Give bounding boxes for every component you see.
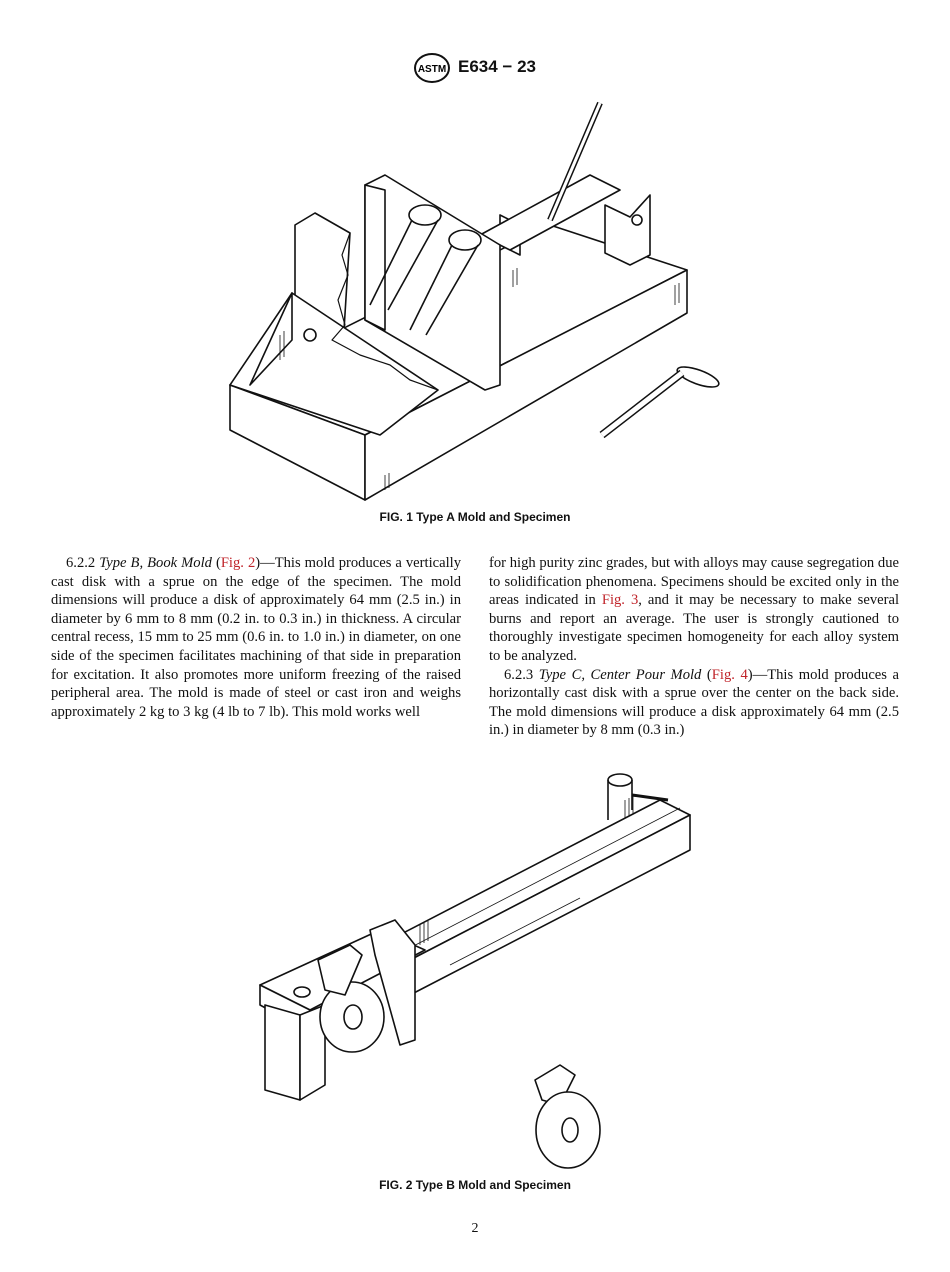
page-number: 2 bbox=[471, 1221, 479, 1236]
paragraph-6-2-2: 6.2.2 Type B, Book Mold (Fig. 2)—This mold produces a vertically cast disk with a sprue on the edge of the specimen. The mold dimensions will produce a disk of approximately 64 mm (2.5 in.) in diameter by 6 mm to 8 mm (0.2 in. to 0.3 in.) in thickness. A circular central recess, 15 mm to 25 mm (0.6 in. to 1.0 in.) in diameter, on one side of the specimen facilitates machining of that side in preparation for excitation. It also promotes more uniform freezing of the raised peripheral area. The mold is made of steel or cast iron and weighs approximately 2 kg to 3 kg (4 lb to 7 lb). This mold works well bbox=[51, 555, 461, 720]
section-title: Type B, Book Mold bbox=[99, 555, 212, 571]
section-title: Type C, Center Pour Mold bbox=[538, 666, 702, 683]
standard-designation: E634 − 23 bbox=[458, 57, 536, 76]
astm-logo bbox=[413, 52, 451, 84]
paragraph-6-2-3: 6.2.3 Type C, Center Pour Mold (Fig. 4)—This mold produces a horizontally cast disk with a sprue over the center on the back side. The mold dimensions will produce a disk approximately 64 mm (2.5 in.) in diameter by 8 mm (0.3 in.) bbox=[489, 666, 899, 739]
fig-2-link[interactable]: Fig. 2 bbox=[220, 555, 256, 571]
text-column-right bbox=[489, 554, 899, 740]
fig-3-link[interactable]: Fig. 3 bbox=[601, 592, 639, 609]
svg-text:ASTM: ASTM bbox=[417, 64, 447, 75]
figure-1-type-a-mold bbox=[220, 95, 730, 505]
fig-4-link[interactable]: Fig. 4 bbox=[711, 666, 748, 683]
figure-2-caption: FIG. 2 Type B Mold and Specimen bbox=[379, 1178, 571, 1192]
figure-1-caption: FIG. 1 Type A Mold and Specimen bbox=[379, 510, 571, 524]
text-column-left bbox=[51, 554, 461, 721]
paragraph-6-2-2-continued: for high purity zinc grades, but with alloys may cause segregation due to solidification phenomena. Specimens should be excited only in the areas indicated in Fig. 3, and it may be necessary to make several burns and report an average. The user is strongly cautioned to thoroughly investigate specimen homogeneity for each alloy system to be analyzed. bbox=[489, 555, 899, 664]
page-header bbox=[0, 52, 950, 84]
figure-2-type-b-mold bbox=[250, 770, 700, 1175]
